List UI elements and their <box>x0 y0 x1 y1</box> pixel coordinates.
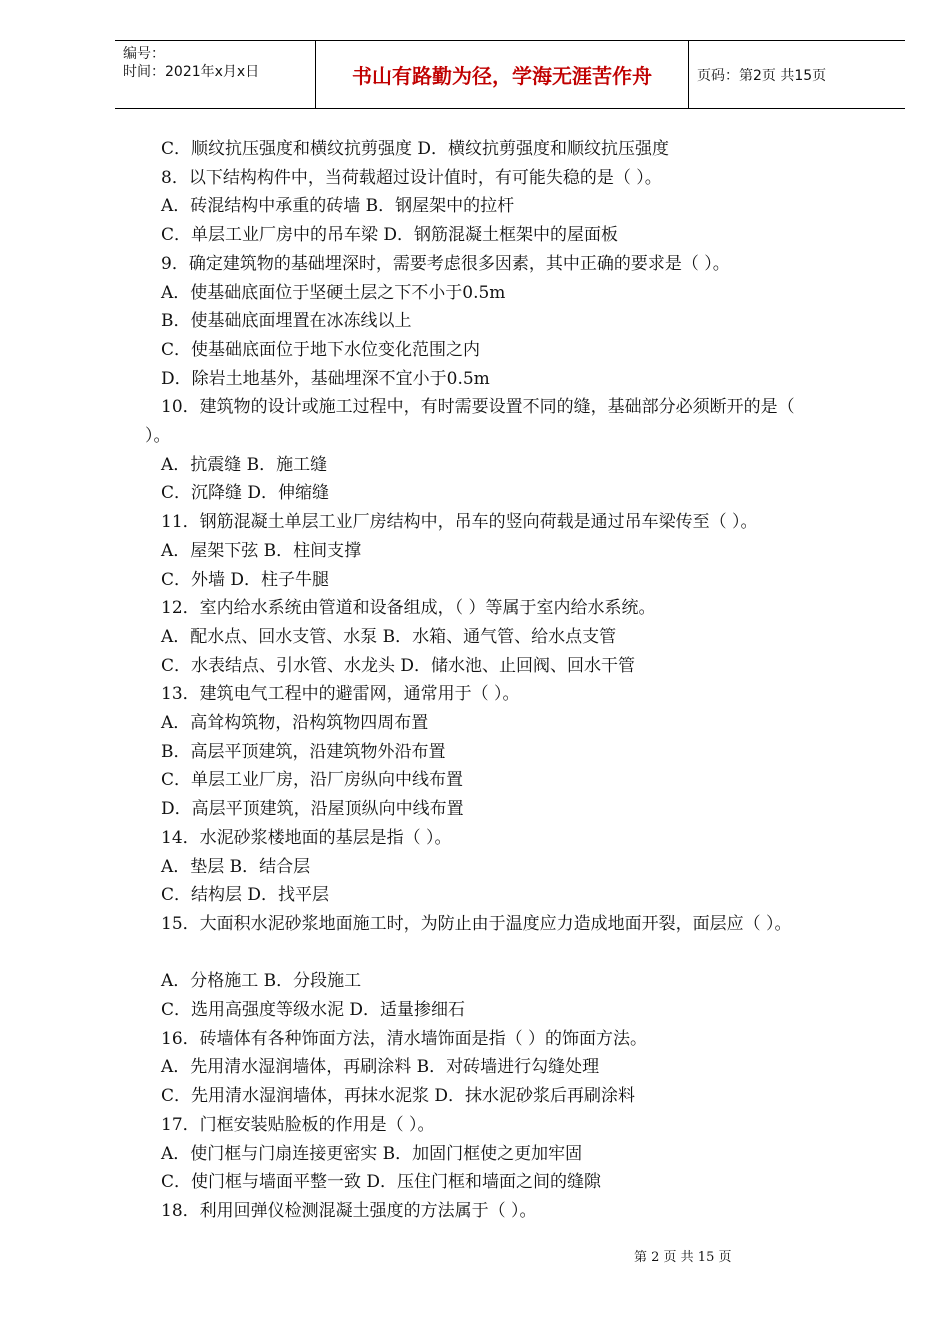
option-line: A．抗震缝 B．施工缝 <box>161 454 328 475</box>
option-line: C．结构层 D．找平层 <box>161 885 330 906</box>
option-line: C．使门框与墙面平整一致 D．压住门框和墙面之间的缝隙 <box>161 1172 602 1193</box>
option-line: A．高耸构筑物，沿构筑物四周布置 <box>161 713 429 734</box>
continuation-line: ）。 <box>145 426 171 447</box>
option-line: C．外墙 D．柱子牛腿 <box>161 569 330 590</box>
question-line: 13．建筑电气工程中的避雷网，通常用于（ ）。 <box>161 684 520 705</box>
option-line: B．使基础底面埋置在冰冻线以上 <box>161 311 412 332</box>
question-line: 18．利用回弹仪检测混凝土强度的方法属于（ ）。 <box>161 1201 537 1221</box>
page-footer: 第 2 页 共 15 页 <box>634 1250 732 1265</box>
option-line: C．单层工业厂房，沿厂房纵向中线布置 <box>161 770 464 791</box>
document-body <box>145 135 885 1226</box>
option-line: C．先用清水湿润墙体，再抹水泥浆 D．抹水泥砂浆后再刷涂料 <box>161 1086 636 1107</box>
option-line: A．砖混结构中承重的砖墙 B．钢屋架中的拉杆 <box>161 196 515 217</box>
option-line: D．高层平顶建筑，沿屋顶纵向中线布置 <box>161 799 464 820</box>
option-line: C．水表结点、引水管、水龙头 D．储水池、止回阀、回水干管 <box>161 655 636 676</box>
header-motto: 书山有路勤为径，学海无涯苦作舟 <box>315 41 689 108</box>
question-line: 10．建筑物的设计或施工过程中，有时需要设置不同的缝，基础部分必须断开的是（ <box>161 397 795 418</box>
question-line: 9．确定建筑物的基础埋深时，需要考虑很多因素，其中正确的要求是（ ）。 <box>161 253 730 274</box>
page-header <box>115 40 905 109</box>
option-line: A．先用清水湿润墙体，再刷涂料 B．对砖墙进行勾缝处理 <box>161 1057 600 1078</box>
option-line: A．垫层 B．结合层 <box>161 856 311 877</box>
option-line: C．单层工业厂房中的吊车梁 D．钢筋混凝土框架中的屋面板 <box>161 225 619 246</box>
question-line: 16．砖墙体有各种饰面方法，清水墙饰面是指（ ）的饰面方法。 <box>161 1028 648 1049</box>
option-line: C．使基础底面位于地下水位变化范围之内 <box>161 339 481 360</box>
document-time: 时间：2021年x月x日 <box>123 64 260 80</box>
question-line: 15．大面积水泥砂浆地面施工时，为防止由于温度应力造成地面开裂，面层应（ ）。 <box>161 913 792 934</box>
header-meta <box>115 41 315 108</box>
blank-line <box>145 939 885 968</box>
option-line: A．屋架下弦 B．柱间支撑 <box>161 540 362 561</box>
question-line: 17．门框安装贴脸板的作用是（ ）。 <box>161 1114 435 1135</box>
option-line: D．除岩土地基外，基础埋深不宜小于0.5m <box>161 368 490 389</box>
option-line: A．使门框与门扇连接更密实 B．加固门框使之更加牢固 <box>161 1143 583 1164</box>
question-line: 8．以下结构构件中，当荷载超过设计值时，有可能失稳的是（ ）。 <box>161 167 662 188</box>
question-line: 14．水泥砂浆楼地面的基层是指（ ）。 <box>161 827 452 848</box>
option-line: C．顺纹抗压强度和横纹抗剪强度 D．横纹抗剪强度和顺纹抗压强度 <box>161 139 670 159</box>
option-line: A．使基础底面位于坚硬土层之下不小于0.5m <box>161 282 506 303</box>
document-number-label: 编号： <box>123 46 165 62</box>
option-line: A．分格施工 B．分段施工 <box>161 971 362 992</box>
option-line: A．配水点、回水支管、水泵 B．水箱、通气管、给水点支管 <box>161 626 617 647</box>
option-line: B．高层平顶建筑，沿建筑物外沿布置 <box>161 741 446 762</box>
option-line: C．沉降缝 D．伸缩缝 <box>161 483 330 504</box>
question-line: 11．钢筋混凝土单层工业厂房结构中，吊车的竖向荷载是通过吊车梁传至（ ）。 <box>161 512 758 533</box>
question-line: 12．室内给水系统由管道和设备组成，（ ）等属于室内给水系统。 <box>161 598 656 619</box>
header-page-info: 页码：第2页 共15页 <box>697 67 827 84</box>
option-line: C．选用高强度等级水泥 D．适量掺细石 <box>161 1000 466 1021</box>
